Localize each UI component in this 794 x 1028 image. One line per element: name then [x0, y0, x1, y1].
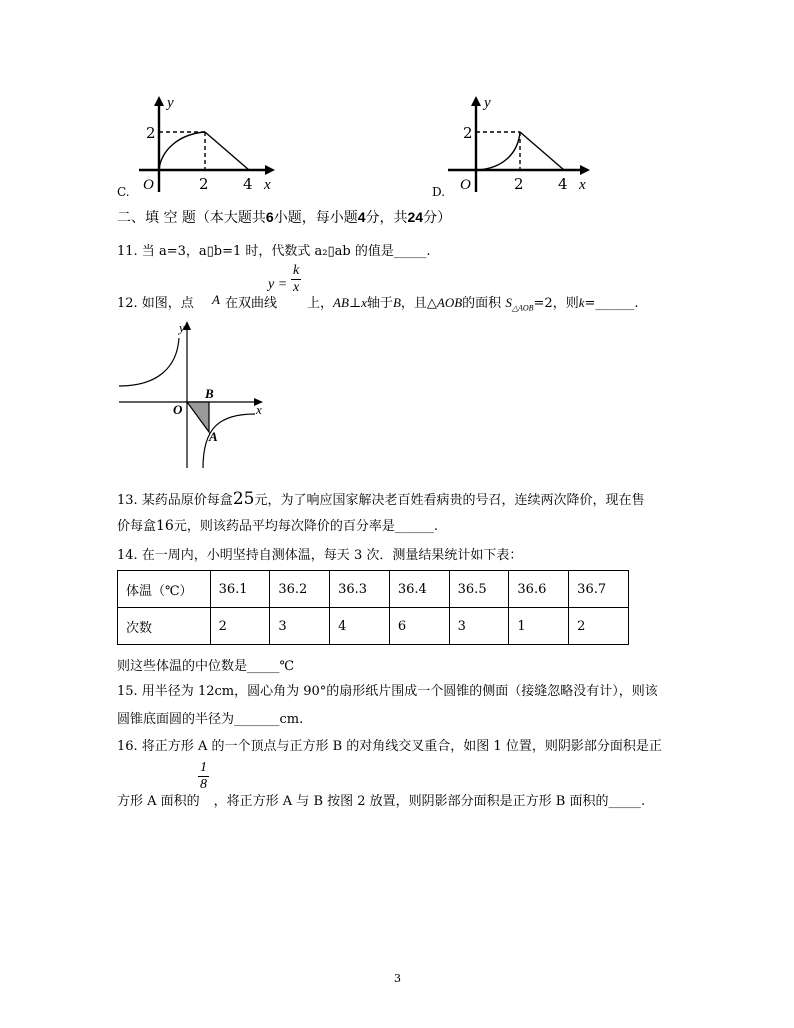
fig-o-label: O	[173, 402, 183, 417]
table-cell: 36.6	[509, 571, 569, 608]
question-15-line2: 圆锥底面圆的半径为_______cm.	[117, 712, 304, 727]
axis-x-label: x	[264, 177, 271, 193]
table-cell: 36.4	[389, 571, 449, 608]
tick-x1-label: 2	[199, 175, 209, 193]
table-cell: 3	[270, 608, 330, 645]
fig-b-label: B	[205, 386, 214, 401]
option-c-graph	[117, 92, 287, 198]
question-14-intro: 14. 在一周内，小明坚持自测体温，每天 3 次．测量结果统计如下表：	[117, 548, 523, 563]
question-11: 11. 当 a=3，a▯b=1 时，代数式 a₂▯ab 的值是_____.	[117, 244, 431, 259]
table-cell: 36.2	[270, 571, 330, 608]
temperature-table	[117, 570, 629, 645]
question-13-line2: 价每盒16元，则该药品平均每次降价的百分率是______.	[117, 518, 438, 534]
table-cell: 36.1	[210, 571, 270, 608]
origin-label: O	[460, 177, 471, 193]
table-row	[118, 608, 629, 645]
table-cell: 体温（℃）	[118, 571, 211, 608]
page-number: 3	[394, 972, 401, 985]
fig-x-label: x	[256, 402, 262, 417]
axis-y-label: y	[167, 95, 174, 111]
tick-y-label: 2	[463, 124, 473, 142]
origin-label: O	[143, 177, 154, 193]
question-16-line1: 16. 将正方形 A 的一个顶点与正方形 B 的对角线交叉重合，如图 1 位置，则阴影部分面积是正	[117, 739, 662, 754]
fraction-one-eighth: $\frac{1}{8}$	[200, 760, 207, 792]
axis-x-label: x	[579, 177, 586, 193]
table-cell: 3	[449, 608, 509, 645]
table-cell: 6	[389, 608, 449, 645]
tick-y-label: 2	[146, 124, 156, 142]
axis-y-label: y	[484, 95, 491, 111]
table-row	[118, 571, 629, 608]
table-cell: 次数	[118, 608, 211, 645]
table-cell: 2	[569, 608, 629, 645]
tick-x2-label: 4	[243, 175, 253, 193]
question-15-line1: 15. 用半径为 12cm，圆心角为 90°的扇形纸片围成一个圆锥的侧面（接缝忽略没有计），则该	[117, 684, 658, 699]
table-cell: 36.7	[569, 571, 629, 608]
question-16-line2: 方形 A 面积的 ，将正方形 A 与 B 按图 2 放置，则阴影部分面积是正方形 B 面积的_____.	[117, 794, 646, 809]
question-12: 12. 如图，点 A 在双曲线 y = $\frac{k}{x}$ 上，AB⊥x轴于B，且△AOB的面积 $S_{\triangle AOB}=2$，则k=______.	[117, 263, 639, 313]
fig-a-label: A	[209, 429, 218, 444]
option-d-graph	[432, 92, 602, 198]
table-cell: 1	[509, 608, 569, 645]
table-cell: 2	[210, 608, 270, 645]
option-d-label: D.	[432, 185, 446, 198]
table-cell: 4	[330, 608, 390, 645]
question-14-answer: 则这些体温的中位数是_____℃	[117, 659, 295, 674]
tick-x2-label: 4	[558, 175, 568, 193]
table-cell: 36.3	[330, 571, 390, 608]
q12-hyperbola-figure	[117, 318, 267, 473]
table-cell: 36.5	[449, 571, 509, 608]
fig-y-label: y	[179, 320, 185, 335]
option-c-label: C.	[117, 185, 130, 198]
section-heading: 二、填 空 题（本大题共6小题，每小题4分，共24分）	[117, 209, 452, 226]
tick-x1-label: 2	[514, 175, 524, 193]
question-13-line1: 13. 某药品原价每盒25元，为了响应国家解决老百姓看病贵的号召，连续两次降价，现在售	[117, 489, 645, 509]
